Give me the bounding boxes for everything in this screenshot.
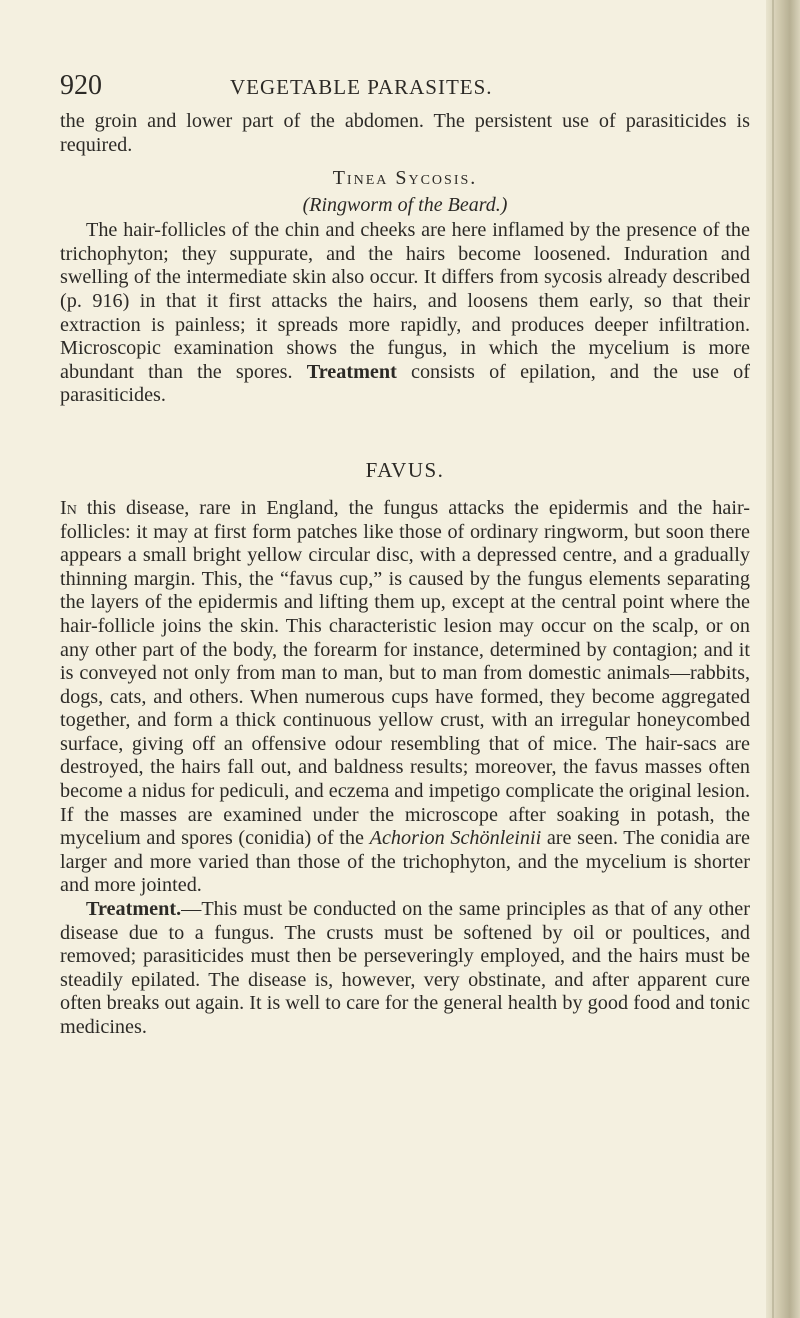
chapter-title-favus: FAVUS. [365, 457, 445, 482]
favus-species-name: Achorion Schönleinii [369, 827, 542, 850]
favus-treatment-text: —This must be conducted on the same principles as that of any other disease due to a fungus. The crusts must be softened by oil or poultices, and removed; parasiticides must then be perseveringly employed, and the hairs must be steadily epilated. The disease is, however, very obstinate, and after apparent cure often breaks out again. It is well to care for the general health by good food and tonic medicines. [60, 898, 750, 1038]
page-number: 920 [60, 70, 102, 101]
favus-lead-word: In [60, 496, 77, 519]
section-subtitle: (Ringworm of the Beard.) [302, 194, 508, 217]
favus-body-1: this disease, rare in England, the fungus attacks the epidermis and the hair-follicles: it may at first form patches like those of ordinary ringworm, but soon there appears a small bright yellow circular disc, with a depressed centre, and a gradually thinning margin. This, the “favus cup,” is caused by the fungus elements separating the layers of the epidermis and lifting them up, except at the central point where the hair-follicle joins the skin. This characteristic lesion may occur on the scalp, or on any other part of the body, the forearm for instance, determined by contagion; and it is conveyed not only from man to man, but to man from domestic animals—rabbits, dogs, cats, and others. When numerous cups have formed, they become aggregated together, and form a thick continuous yellow crust, with an irregular honeycombed surface, giving off an offensive odour resembling that of mice. The hair-sacs are destroyed, the hairs fall out, and baldness results; moreover, the favus masses often become a nidus for pediculi, and eczema and impetigo complicate the original lesion. If the masses are examined under the microscope after soaking in potash, the mycelium and spores (conidia) of the [60, 496, 750, 850]
running-title: VEGETABLE PARASITES. [230, 75, 493, 99]
tinea-sycosis-body: The hair-follicles of the chin and cheeks are here inflamed by the presence of the trichophyton; they suppurate, and the hairs become loosened. Induration and swelling of the intermediate skin also occur. It differs from sycosis already described (p. 916) in that it first attacks the hairs, and loosens them early, so that their extraction is painless; it spreads more rapidly, and produces deeper infiltration. Microscopic examination shows the fungus, in which the mycelium is more abundant than the spores. [60, 219, 750, 383]
running-head [60, 70, 750, 110]
page-edge-shadow [766, 0, 800, 1318]
subtitle-text: Ringworm of the Beard. [309, 194, 501, 217]
favus-body-2: are seen. The conidia are larger and more varied than those of the trichophyton, and the mycelium is shorter and more jointed. [60, 827, 751, 897]
treatment-text: consists of epilation, and the use of parasiticides. [60, 360, 750, 407]
tinea-sycosis-paragraph [60, 219, 750, 408]
favus-treatment-label: Treatment. [86, 898, 182, 921]
intro-paragraph: the groin and lower part of the abdomen. The persistent use of parasiticides is required. [60, 110, 750, 156]
book-page [60, 70, 750, 1040]
favus-paragraph [60, 497, 750, 898]
treatment-label: Treatment [306, 360, 397, 383]
favus-treatment-paragraph [60, 898, 750, 1040]
section-title-tinea-sycosis: Tinea Sycosis. [332, 167, 478, 190]
